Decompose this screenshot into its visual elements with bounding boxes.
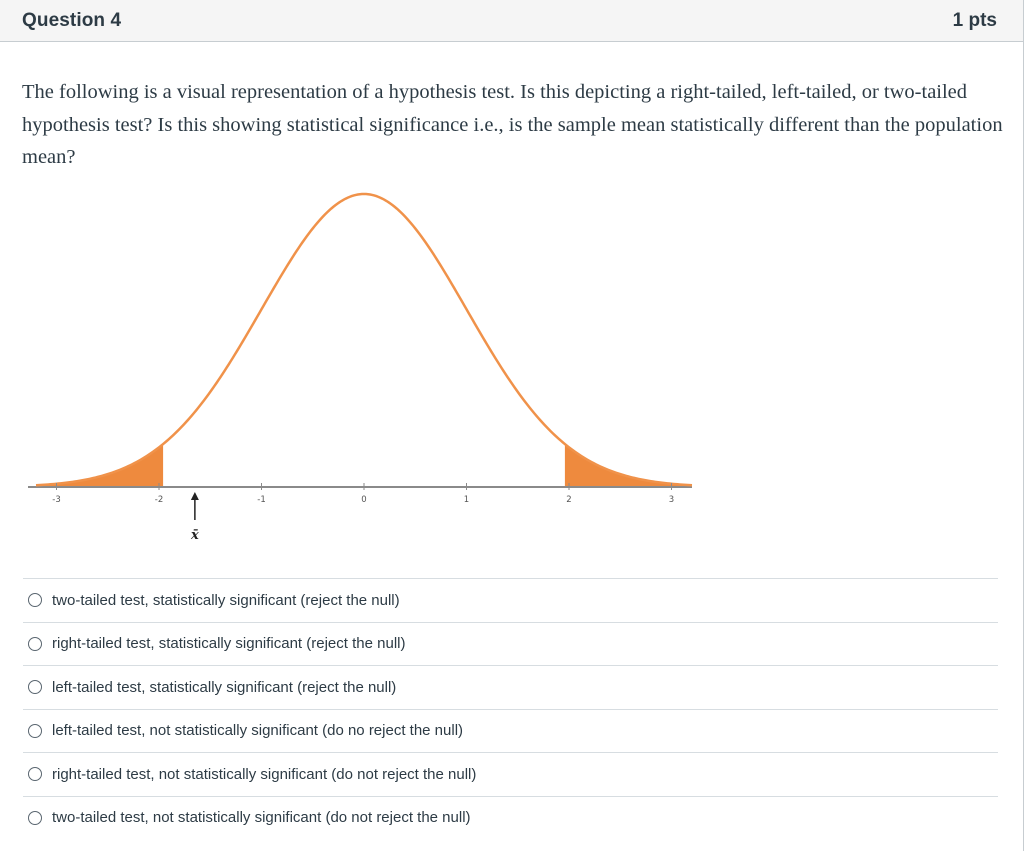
answer-label[interactable]: left-tailed test, statistically significant (reject the null): [52, 678, 397, 696]
answer-option-2[interactable]: [23, 622, 998, 666]
right-tail-region: [565, 444, 692, 487]
answer-label[interactable]: left-tailed test, not statistically significant (do no reject the null): [52, 722, 464, 740]
radio-button[interactable]: [28, 811, 42, 825]
radio-button[interactable]: [28, 724, 42, 738]
question-title: Question 4: [22, 9, 122, 31]
radio-button[interactable]: [28, 593, 42, 607]
x-tick-label: -3: [52, 495, 61, 505]
left-tail-region: [36, 444, 163, 487]
answer-option-6[interactable]: [23, 796, 998, 840]
question-text: The following is a visual representation of a hypothesis test. Is this depicting a right-tailed, left-tailed, or two-tailed hypothesis test? Is this showing statistical significance i.e., is the sample mean statistically different than the population mean?: [22, 81, 1003, 168]
radio-button[interactable]: [28, 637, 42, 651]
marker-label: x̄: [190, 528, 199, 543]
x-tick-label: 1: [463, 495, 470, 505]
x-tick-label: -1: [257, 495, 266, 505]
x-tick-label: 0: [361, 495, 367, 505]
question-points: 1 pts: [952, 9, 997, 31]
answer-option-1[interactable]: [23, 578, 998, 622]
radio-button[interactable]: [28, 767, 42, 781]
answer-label[interactable]: two-tailed test, not statistically significant (do not reject the null): [52, 809, 471, 827]
answer-option-3[interactable]: [23, 665, 998, 709]
question-header: [0, 0, 1023, 42]
x-tick-label: 2: [566, 495, 572, 505]
normal-curve: [36, 194, 692, 485]
x-tick-label: -2: [154, 495, 164, 505]
normal-distribution-chart: [0, 170, 1024, 560]
x-tick-label: 3: [668, 495, 675, 505]
answer-option-4[interactable]: [23, 709, 998, 753]
answer-list: [23, 578, 998, 839]
answer-option-5[interactable]: [23, 752, 998, 796]
marker-arrow-head: [191, 492, 199, 500]
answer-label[interactable]: right-tailed test, statistically significant (reject the null): [52, 635, 406, 653]
radio-button[interactable]: [28, 680, 42, 694]
answer-label[interactable]: right-tailed test, not statistically significant (do not reject the null): [52, 765, 477, 783]
answer-label[interactable]: two-tailed test, statistically significant (reject the null): [52, 591, 400, 609]
